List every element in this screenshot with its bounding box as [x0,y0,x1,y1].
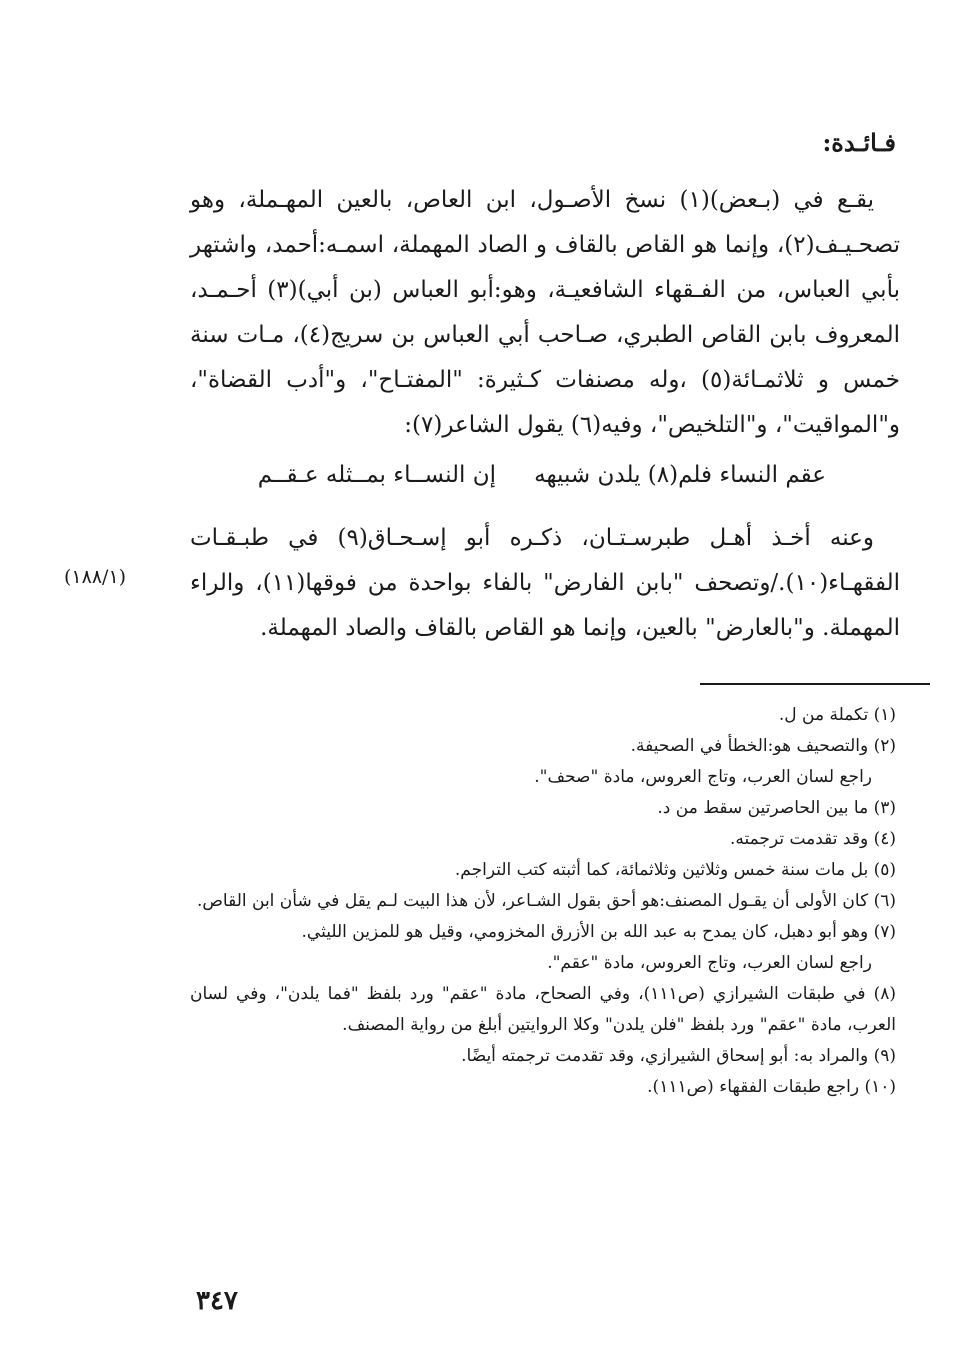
poetry-verse [222,462,826,502]
footnote: (١٠) راجع طبقات الفقهاء (ص١١١). [647,1077,896,1097]
main-text-block-2 [190,516,900,651]
footnote: (٤) وقد تقدمت ترجمته. [729,829,896,849]
footnote: (٩) والمراد به: أبو إسحاق الشيرازي، وقد تقدمت ترجمته أيضًا. [461,1046,896,1066]
footnote: (٧) وهو أبو دهبل، كان يمدح به عبد الله بن الأزرق المخزومي، وقيل هو للمزين الليثي. [301,922,896,942]
footnote: (١) تكملة من ل. [778,705,896,725]
footnote: (٨) في طبقات الشيرازي (ص١١١)، وفي الصحاح، مادة "عقم" ورد بلفظ "فما يلدن"، وفي لسان العرب، مادة "عقم" ورد بلفظ "فلن يلدن" وكلا الروايتين أبلغ من رواية المصنف. [190,984,896,1035]
footnotes-section [190,700,896,1103]
verse-first-hemistich: عقم النساء فلم(٨) يلدن شبيهه [534,462,826,488]
footnote-continuation: راجع لسان العرب، وتاج العروس، مادة "صحف". [534,767,872,787]
paragraph-1: يقـع في (بـعض)(١) نسخ الأصـول، ابن العاص، بالعين المهـملة، وهو تصحـيـف(٢)، وإنما هو القاص بالقاف و الصاد المهملة، اسمـه:أحمد، واشتهر بأبي العباس، من الفـقهاء الشافعيـة، وهو:أبو العباس (بن أبي)(٣) أحـمـد، المعروف بابن القاص الطبري، صـاحب أبي العباس بن سريج(٤)، مـات سنة خمس و ثلاثمـائة(٥) ،وله مصنفات كـثيرة: "المفتـاح"، و"أدب القضاة"، و"المواقيت"، و"التلخيص"، وفيه(٦) يقول الشاعر(٧): [190,187,901,438]
footnote-continuation: راجع لسان العرب، وتاج العروس، مادة "عقم". [547,953,872,973]
manuscript-folio-reference: (١٨٨/١) [64,566,127,588]
section-heading: فـائـدة: [822,128,896,157]
main-text-block-1 [190,178,900,448]
footnote: (٢) والتصحيف هو:الخطأ في الصحيفة. [630,736,896,756]
footnote: (٣) ما بين الحاصرتين سقط من د. [657,798,896,818]
footnote-separator [700,683,930,685]
footnote: (٦) كان الأولى أن يقـول المصنف:هو أحق بقول الشـاعر، لأن هذا البيت لـم يقل في شأن ابن القاص. [196,891,896,911]
paragraph-2: وعنه أخـذ أهـل طبرسـتـان، ذكـره أبو إسـحـاق(٩) في طبـقـات الفقهـاء(١٠)./وتصحف "بابن الفارض" بالفاء بواحدة من فوقها(١١)، والراء المهملة. و"بالعارض" بالعين، وإنما هو القاص بالقاف والصاد المهملة. [190,525,900,641]
footnote: (٥) بل مات سنة خمس وثلاثين وثلاثمائة، كما أثبته كتب التراجم. [454,860,896,880]
verse-second-hemistich: إن النســاء بمــثله عـقــم [257,462,496,488]
page-number: ٣٤٧ [196,1286,238,1316]
